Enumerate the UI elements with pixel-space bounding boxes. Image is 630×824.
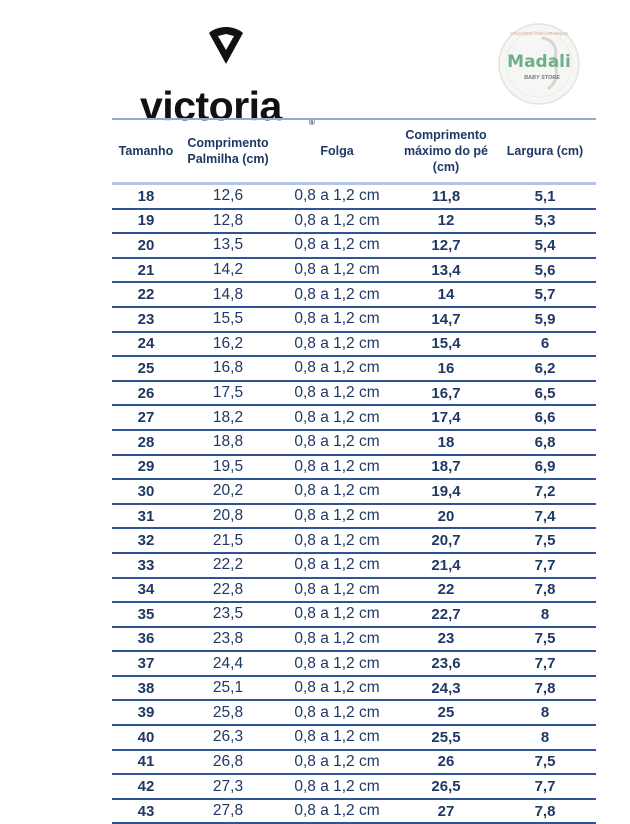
cell-max-foot-length: 14,7	[398, 307, 494, 332]
cell-size: 39	[112, 700, 180, 725]
cell-gap: 0,8 a 1,2 cm	[276, 479, 398, 504]
cell-width: 7,8	[494, 676, 596, 701]
cell-width: 7,4	[494, 504, 596, 529]
size-chart-table	[112, 118, 596, 824]
cell-gap: 0,8 a 1,2 cm	[276, 553, 398, 578]
cell-gap: 0,8 a 1,2 cm	[276, 282, 398, 307]
cell-insole-length: 17,5	[180, 381, 276, 406]
cell-size: 43	[112, 799, 180, 824]
table-row	[112, 479, 596, 504]
victoria-v-icon	[206, 26, 246, 66]
cell-max-foot-length: 25,5	[398, 725, 494, 750]
store-name: Madali	[507, 52, 571, 72]
cell-max-foot-length: 21,4	[398, 553, 494, 578]
header-insole-length: Comprimento Palmilha (cm)	[180, 119, 276, 184]
cell-max-foot-length: 12	[398, 209, 494, 234]
cell-max-foot-length: 16	[398, 356, 494, 381]
cell-gap: 0,8 a 1,2 cm	[276, 455, 398, 480]
cell-width: 5,1	[494, 184, 596, 209]
cell-gap: 0,8 a 1,2 cm	[276, 504, 398, 529]
cell-insole-length: 16,2	[180, 332, 276, 357]
cell-insole-length: 25,1	[180, 676, 276, 701]
cell-size: 34	[112, 578, 180, 603]
cell-size: 42	[112, 774, 180, 799]
table-row	[112, 700, 596, 725]
cell-width: 5,6	[494, 258, 596, 283]
cell-insole-length: 15,5	[180, 307, 276, 332]
table-row	[112, 725, 596, 750]
cell-gap: 0,8 a 1,2 cm	[276, 332, 398, 357]
cell-width: 7,8	[494, 578, 596, 603]
cell-gap: 0,8 a 1,2 cm	[276, 381, 398, 406]
cell-size: 35	[112, 602, 180, 627]
cell-width: 7,8	[494, 799, 596, 824]
brand-name: victoria	[140, 83, 282, 129]
cell-insole-length: 21,5	[180, 528, 276, 553]
cell-gap: 0,8 a 1,2 cm	[276, 725, 398, 750]
cell-width: 5,3	[494, 209, 596, 234]
cell-max-foot-length: 23	[398, 627, 494, 652]
table-row	[112, 602, 596, 627]
cell-gap: 0,8 a 1,2 cm	[276, 578, 398, 603]
cell-insole-length: 26,3	[180, 725, 276, 750]
cell-gap: 0,8 a 1,2 cm	[276, 233, 398, 258]
cell-max-foot-length: 22	[398, 578, 494, 603]
cell-size: 20	[112, 233, 180, 258]
cell-size: 30	[112, 479, 180, 504]
cell-insole-length: 26,8	[180, 750, 276, 775]
cell-max-foot-length: 11,8	[398, 184, 494, 209]
table-row	[112, 627, 596, 652]
table-row	[112, 233, 596, 258]
cell-width: 5,9	[494, 307, 596, 332]
cell-width: 8	[494, 725, 596, 750]
cell-size: 22	[112, 282, 180, 307]
cell-width: 5,7	[494, 282, 596, 307]
cell-insole-length: 14,8	[180, 282, 276, 307]
cell-gap: 0,8 a 1,2 cm	[276, 774, 398, 799]
cell-max-foot-length: 17,4	[398, 405, 494, 430]
cell-size: 25	[112, 356, 180, 381]
cell-gap: 0,8 a 1,2 cm	[276, 651, 398, 676]
table-row	[112, 430, 596, 455]
table-row	[112, 676, 596, 701]
cell-size: 41	[112, 750, 180, 775]
cell-gap: 0,8 a 1,2 cm	[276, 750, 398, 775]
cell-size: 36	[112, 627, 180, 652]
cell-gap: 0,8 a 1,2 cm	[276, 700, 398, 725]
cell-max-foot-length: 25	[398, 700, 494, 725]
cell-width: 7,2	[494, 479, 596, 504]
table-row	[112, 553, 596, 578]
cell-insole-length: 16,8	[180, 356, 276, 381]
cell-width: 6,2	[494, 356, 596, 381]
cell-size: 32	[112, 528, 180, 553]
cell-insole-length: 12,6	[180, 184, 276, 209]
cell-insole-length: 24,4	[180, 651, 276, 676]
cell-size: 18	[112, 184, 180, 209]
cell-size: 37	[112, 651, 180, 676]
cell-gap: 0,8 a 1,2 cm	[276, 307, 398, 332]
table-row	[112, 405, 596, 430]
cell-insole-length: 27,3	[180, 774, 276, 799]
table-row	[112, 455, 596, 480]
header-max-foot-length: Comprimento máximo do pé (cm)	[398, 119, 494, 184]
table-row	[112, 504, 596, 529]
cell-max-foot-length: 19,4	[398, 479, 494, 504]
cell-insole-length: 18,8	[180, 430, 276, 455]
cell-size: 19	[112, 209, 180, 234]
table-row	[112, 209, 596, 234]
header-gap: Folga	[276, 119, 398, 184]
cell-width: 7,5	[494, 627, 596, 652]
table-row	[112, 356, 596, 381]
cell-width: 6,8	[494, 430, 596, 455]
cell-gap: 0,8 a 1,2 cm	[276, 430, 398, 455]
registered-mark: ®	[309, 118, 315, 127]
cell-size: 31	[112, 504, 180, 529]
table-row	[112, 750, 596, 775]
cell-max-foot-length: 27	[398, 799, 494, 824]
table-row	[112, 774, 596, 799]
cell-width: 8	[494, 602, 596, 627]
table-row	[112, 651, 596, 676]
table-row	[112, 528, 596, 553]
cell-size: 38	[112, 676, 180, 701]
cell-max-foot-length: 24,3	[398, 676, 494, 701]
cell-max-foot-length: 14	[398, 282, 494, 307]
cell-insole-length: 22,2	[180, 553, 276, 578]
cell-insole-length: 14,2	[180, 258, 276, 283]
cell-insole-length: 19,5	[180, 455, 276, 480]
cell-width: 8	[494, 700, 596, 725]
table-body	[112, 184, 596, 824]
cell-gap: 0,8 a 1,2 cm	[276, 356, 398, 381]
cell-insole-length: 25,8	[180, 700, 276, 725]
store-ring-text: CALÇADOS PARA CRIANÇAS	[510, 31, 568, 36]
cell-width: 7,7	[494, 651, 596, 676]
table-row	[112, 184, 596, 209]
cell-width: 7,5	[494, 750, 596, 775]
header-width: Largura (cm)	[494, 119, 596, 184]
cell-size: 21	[112, 258, 180, 283]
cell-size: 23	[112, 307, 180, 332]
cell-insole-length: 23,5	[180, 602, 276, 627]
table-row	[112, 282, 596, 307]
cell-width: 7,5	[494, 528, 596, 553]
cell-width: 6	[494, 332, 596, 357]
cell-insole-length: 22,8	[180, 578, 276, 603]
victoria-logo	[138, 22, 318, 129]
cell-insole-length: 12,8	[180, 209, 276, 234]
cell-max-foot-length: 13,4	[398, 258, 494, 283]
cell-max-foot-length: 12,7	[398, 233, 494, 258]
cell-max-foot-length: 15,4	[398, 332, 494, 357]
cell-width: 6,5	[494, 381, 596, 406]
cell-gap: 0,8 a 1,2 cm	[276, 602, 398, 627]
cell-insole-length: 20,2	[180, 479, 276, 504]
cell-width: 5,4	[494, 233, 596, 258]
cell-insole-length: 20,8	[180, 504, 276, 529]
table-row	[112, 332, 596, 357]
store-subtitle: BABY STORE	[524, 75, 560, 81]
table-row	[112, 258, 596, 283]
cell-max-foot-length: 18,7	[398, 455, 494, 480]
cell-size: 26	[112, 381, 180, 406]
table-row	[112, 307, 596, 332]
cell-gap: 0,8 a 1,2 cm	[276, 258, 398, 283]
cell-gap: 0,8 a 1,2 cm	[276, 528, 398, 553]
cell-max-foot-length: 26	[398, 750, 494, 775]
cell-size: 29	[112, 455, 180, 480]
cell-width: 7,7	[494, 553, 596, 578]
cell-insole-length: 18,2	[180, 405, 276, 430]
header-size: Tamanho	[112, 119, 180, 184]
madali-store-logo	[497, 22, 581, 106]
cell-width: 7,7	[494, 774, 596, 799]
cell-size: 24	[112, 332, 180, 357]
cell-gap: 0,8 a 1,2 cm	[276, 627, 398, 652]
cell-max-foot-length: 20	[398, 504, 494, 529]
table-row	[112, 578, 596, 603]
table-header-row	[112, 119, 596, 184]
cell-max-foot-length: 23,6	[398, 651, 494, 676]
table-row	[112, 381, 596, 406]
cell-max-foot-length: 26,5	[398, 774, 494, 799]
cell-insole-length: 13,5	[180, 233, 276, 258]
cell-width: 6,6	[494, 405, 596, 430]
cell-size: 40	[112, 725, 180, 750]
cell-max-foot-length: 18	[398, 430, 494, 455]
cell-size: 28	[112, 430, 180, 455]
cell-gap: 0,8 a 1,2 cm	[276, 405, 398, 430]
cell-max-foot-length: 22,7	[398, 602, 494, 627]
cell-size: 27	[112, 405, 180, 430]
cell-width: 6,9	[494, 455, 596, 480]
cell-gap: 0,8 a 1,2 cm	[276, 209, 398, 234]
cell-gap: 0,8 a 1,2 cm	[276, 676, 398, 701]
cell-insole-length: 23,8	[180, 627, 276, 652]
cell-max-foot-length: 16,7	[398, 381, 494, 406]
cell-insole-length: 27,8	[180, 799, 276, 824]
table-row	[112, 799, 596, 824]
cell-size: 33	[112, 553, 180, 578]
cell-gap: 0,8 a 1,2 cm	[276, 799, 398, 824]
cell-gap: 0,8 a 1,2 cm	[276, 184, 398, 209]
cell-max-foot-length: 20,7	[398, 528, 494, 553]
